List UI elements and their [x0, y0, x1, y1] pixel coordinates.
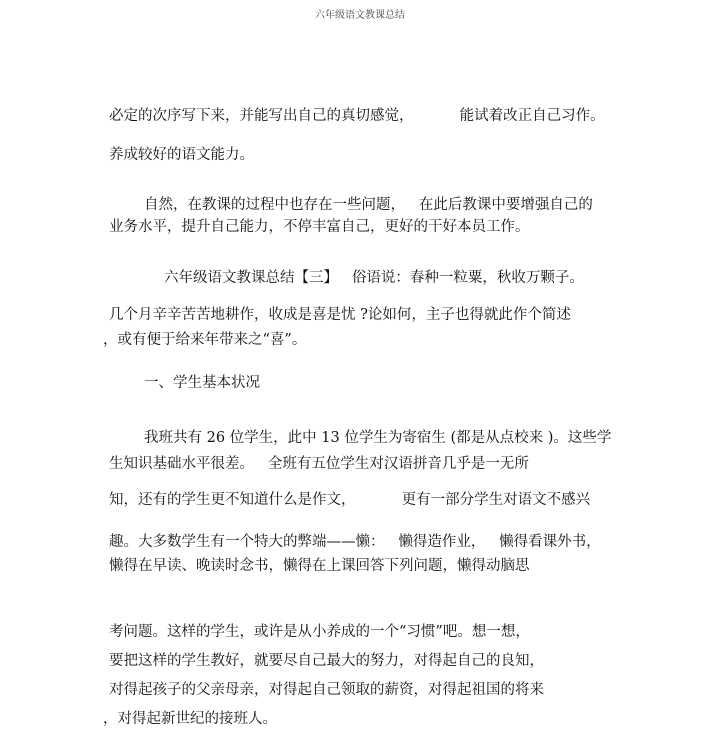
- body-line-16: 对得起孩子的父亲母亲，对得起自己领取的薪资，对得起祖国的将来: [109, 682, 544, 698]
- body-line-2: 养成较好的语文能力。: [109, 147, 254, 163]
- body-line-17: ，对得起新世纪的接班人。: [103, 711, 277, 727]
- body-line-7: ，或有便于给来年带来之“喜”。: [103, 332, 307, 348]
- subsection-heading: 一、学生基本状况: [144, 375, 260, 391]
- body-line-13: 懒得在早读、晚读时念书，懒得在上课回答下列问题，懒得动脑思: [109, 558, 530, 574]
- body-line-3: 自然，在教课的过程中也存在一些问题， 在此后教课中要增强自己的: [144, 197, 593, 213]
- body-line-9: 我班共有 26 位学生，此中 13 位学生为寄宿生 (都是从点校来 )。这些学: [144, 430, 612, 446]
- body-line-10: 生知识基础水平很差。 全班有五位学生对汉语拼音几乎是一无所: [109, 456, 529, 472]
- body-line-12: 趣。大多数学生有一个特大的弊端——懒： 懒得造作业， 懒得看课外书，: [109, 534, 601, 550]
- body-line-6: 几个月辛辛苦苦地耕作，收成是喜是忧 ?论如何，主子也得就此作个简述: [109, 307, 571, 323]
- body-line-4: 业务水平，提升自己能力，不停丰富自己，更好的干好本员工作。: [109, 219, 530, 235]
- body-line-15: 要把这样的学生教好，就要尽自己最大的努力，对得起自己的良知，: [109, 653, 544, 669]
- body-line-14: 考问题。这样的学生，或许是从小养成的一个“习惯”吧。想一想，: [109, 624, 530, 640]
- section-heading-3: 六年级语文教课总结【三】 俗语说：春种一粒粟，秋收万颗子。: [164, 270, 584, 286]
- body-line-11: 知，还有的学生更不知道什么是作文， 更有一部分学生对语文不感兴: [109, 492, 591, 508]
- page-header: 六年级语文教课总结: [315, 10, 405, 21]
- body-line-1: 必定的次序写下来，并能写出自己的真切感觉， 能试着改正自己习作。: [109, 108, 605, 124]
